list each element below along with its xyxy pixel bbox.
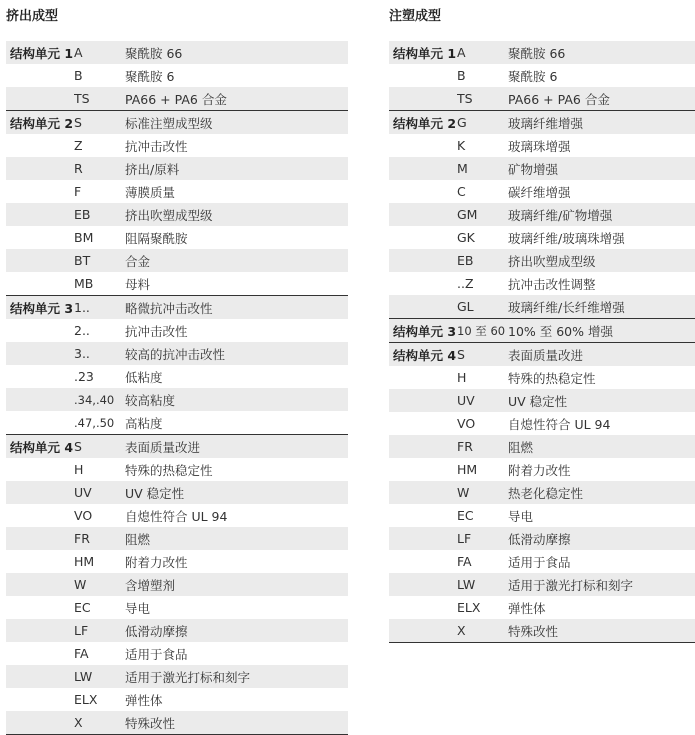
code-cell: ELX: [74, 692, 98, 707]
table-row: [6, 504, 348, 527]
description-cell: 自熄性符合 UL 94: [125, 508, 228, 524]
table-row: [6, 642, 348, 665]
description-cell: 抗冲击改性调整: [508, 276, 596, 292]
table-row: [389, 226, 695, 249]
description-cell: UV 稳定性: [125, 485, 185, 501]
description-cell: 导电: [508, 508, 534, 524]
table-row: [6, 435, 348, 458]
table-row: [6, 203, 348, 226]
unit-label: 结构单元 2: [393, 115, 457, 131]
table-row: [389, 366, 695, 389]
table-row: [389, 435, 695, 458]
code-cell: BM: [74, 230, 94, 245]
table-row: [389, 481, 695, 504]
table-row: [389, 550, 695, 573]
code-cell: HM: [74, 554, 95, 569]
table-row: [389, 389, 695, 412]
code-cell: S: [457, 347, 465, 362]
code-cell: EB: [457, 253, 474, 268]
table-row: [6, 87, 348, 110]
table-row: [389, 41, 695, 64]
table-row: [389, 157, 695, 180]
description-cell: 附着力改性: [125, 554, 188, 570]
code-cell: BT: [74, 253, 91, 268]
code-cell: ELX: [457, 600, 481, 615]
table-row: [6, 711, 348, 734]
code-cell: A: [457, 45, 466, 60]
table-row: [389, 319, 695, 342]
structure-unit-group: [389, 41, 695, 111]
unit-label: 结构单元 3: [393, 323, 457, 339]
description-cell: 热老化稳定性: [508, 485, 584, 501]
code-cell: EC: [457, 508, 474, 523]
description-cell: 低粘度: [125, 369, 163, 385]
description-cell: 低滑动摩擦: [508, 531, 571, 547]
code-cell: FR: [74, 531, 90, 546]
description-cell: 玻璃纤维增强: [508, 115, 584, 131]
code-cell: ..Z: [457, 276, 474, 291]
description-cell: 适用于激光打标和刻字: [508, 577, 634, 593]
description-cell: 适用于食品: [125, 646, 188, 662]
description-cell: 适用于食品: [508, 554, 571, 570]
description-cell: 阻燃: [125, 531, 151, 547]
code-cell: HM: [457, 462, 478, 477]
table-row: [389, 111, 695, 134]
code-cell: .34,.40: [74, 392, 115, 407]
description-cell: 母料: [125, 276, 151, 292]
table-row: [389, 180, 695, 203]
code-cell: GK: [457, 230, 475, 245]
table-row: [389, 619, 695, 642]
description-cell: 矿物增强: [508, 161, 559, 177]
table-row: [6, 481, 348, 504]
description-cell: 弹性体: [125, 692, 163, 708]
unit-label: 结构单元 3: [10, 300, 74, 316]
code-cell: X: [74, 715, 83, 730]
table-row: [6, 319, 348, 342]
description-cell: 特殊改性: [125, 715, 176, 731]
code-cell: .23: [74, 369, 94, 384]
description-cell: 表面质量改进: [508, 347, 584, 363]
structure-unit-group: [6, 296, 348, 435]
code-cell: VO: [457, 416, 476, 431]
table-row: [6, 665, 348, 688]
table-row: [6, 296, 348, 319]
table-row: [6, 226, 348, 249]
table-row: [6, 388, 348, 411]
table-row: [6, 272, 348, 295]
description-cell: 低滑动摩擦: [125, 623, 188, 639]
table-row: [389, 134, 695, 157]
code-cell: H: [457, 370, 467, 385]
description-cell: 导电: [125, 600, 151, 616]
description-cell: 玻璃纤维/矿物增强: [508, 207, 613, 223]
code-cell: MB: [74, 276, 94, 291]
description-cell: 含增塑剂: [125, 577, 176, 593]
table-row: [389, 272, 695, 295]
unit-label: 结构单元 4: [10, 439, 74, 455]
description-cell: 表面质量改进: [125, 439, 201, 455]
description-cell: 挤出吹塑成型级: [125, 207, 213, 223]
code-cell: 2..: [74, 323, 90, 338]
description-cell: 特殊的热稳定性: [508, 370, 596, 386]
section-title: 注塑成型: [389, 9, 442, 24]
table-row: [6, 41, 348, 64]
code-cell: A: [74, 45, 83, 60]
description-cell: 适用于激光打标和刻字: [125, 669, 251, 685]
table-row: [6, 180, 348, 203]
code-cell: FR: [457, 439, 473, 454]
description-cell: 弹性体: [508, 600, 546, 616]
code-cell: H: [74, 462, 84, 477]
description-cell: 阻隔聚酰胺: [125, 230, 188, 246]
description-cell: 阻燃: [508, 439, 534, 455]
table-row: [6, 619, 348, 642]
table-row: [6, 458, 348, 481]
table-row: [389, 458, 695, 481]
structure-unit-group: [389, 111, 695, 319]
code-cell: TS: [457, 91, 473, 106]
code-cell: LW: [457, 577, 476, 592]
table-row: [389, 87, 695, 110]
table-row: [389, 412, 695, 435]
code-cell: X: [457, 623, 466, 638]
code-cell: M: [457, 161, 468, 176]
unit-label: 结构单元 2: [10, 115, 74, 131]
code-cell: W: [457, 485, 470, 500]
description-cell: 玻璃珠增强: [508, 138, 571, 154]
table-row: [389, 504, 695, 527]
description-cell: 玻璃纤维/玻璃珠增强: [508, 230, 625, 246]
code-cell: EC: [74, 600, 91, 615]
description-cell: 标准注塑成型级: [125, 115, 213, 131]
description-cell: 碳纤维增强: [508, 184, 571, 200]
code-cell: 10 至 60: [457, 323, 506, 338]
code-cell: UV: [457, 393, 475, 408]
code-cell: Z: [74, 138, 83, 153]
description-cell: 特殊改性: [508, 623, 559, 639]
code-table: [389, 41, 695, 643]
code-cell: LF: [457, 531, 472, 546]
code-cell: VO: [74, 508, 93, 523]
code-cell: FA: [74, 646, 89, 661]
code-cell: 1..: [74, 300, 90, 315]
description-cell: 挤出/原料: [125, 161, 180, 177]
code-cell: GL: [457, 299, 474, 314]
code-cell: EB: [74, 207, 91, 222]
table-row: [6, 157, 348, 180]
description-cell: 薄膜质量: [125, 184, 176, 200]
description-cell: 挤出吹塑成型级: [508, 253, 596, 269]
table-row: [389, 249, 695, 272]
unit-label: 结构单元 1: [10, 45, 74, 61]
description-cell: 聚酰胺 6: [125, 68, 175, 84]
code-cell: TS: [74, 91, 90, 106]
structure-unit-group: [389, 343, 695, 643]
table-row: [389, 343, 695, 366]
table-row: [389, 527, 695, 550]
description-cell: 较高粘度: [125, 392, 176, 408]
table-row: [389, 596, 695, 619]
table-row: [6, 249, 348, 272]
table-row: [6, 527, 348, 550]
description-cell: 聚酰胺 66: [125, 45, 183, 61]
code-cell: B: [457, 68, 466, 83]
table-row: [6, 134, 348, 157]
description-cell: 较高的抗冲击改性: [125, 346, 226, 362]
description-cell: 玻璃纤维/长纤维增强: [508, 299, 625, 315]
table-row: [6, 411, 348, 434]
table-row: [6, 550, 348, 573]
table-row: [6, 342, 348, 365]
section-title: 挤出成型: [6, 9, 59, 24]
structure-unit-group: [389, 319, 695, 343]
description-cell: 聚酰胺 66: [508, 45, 566, 61]
code-cell: G: [457, 115, 467, 130]
table-row: [6, 111, 348, 134]
code-cell: FA: [457, 554, 472, 569]
code-cell: GM: [457, 207, 478, 222]
description-cell: 自熄性符合 UL 94: [508, 416, 611, 432]
code-table: [6, 41, 348, 735]
table-row: [389, 295, 695, 318]
code-cell: F: [74, 184, 82, 199]
table-row: [6, 365, 348, 388]
code-cell: LW: [74, 669, 93, 684]
code-cell: W: [74, 577, 87, 592]
description-cell: 合金: [125, 253, 151, 269]
structure-unit-group: [6, 41, 348, 111]
code-cell: B: [74, 68, 83, 83]
table-row: [6, 64, 348, 87]
table-row: [389, 573, 695, 596]
description-cell: 聚酰胺 6: [508, 68, 558, 84]
unit-label: 结构单元 1: [393, 45, 457, 61]
code-cell: S: [74, 115, 82, 130]
description-cell: PA66 + PA6 合金: [508, 91, 610, 107]
structure-unit-group: [6, 435, 348, 735]
code-cell: LF: [74, 623, 89, 638]
description-cell: 特殊的热稳定性: [125, 462, 213, 478]
structure-unit-group: [6, 111, 348, 296]
description-cell: PA66 + PA6 合金: [125, 91, 227, 107]
description-cell: 抗冲击改性: [125, 323, 188, 339]
table-row: [6, 688, 348, 711]
table-row: [389, 203, 695, 226]
table-row: [6, 573, 348, 596]
code-cell: UV: [74, 485, 92, 500]
description-cell: 抗冲击改性: [125, 138, 188, 154]
description-cell: 略微抗冲击改性: [125, 300, 213, 316]
description-cell: 附着力改性: [508, 462, 571, 478]
code-cell: 3..: [74, 346, 90, 361]
code-cell: .47,.50: [74, 415, 115, 430]
code-cell: C: [457, 184, 466, 199]
unit-label: 结构单元 4: [393, 347, 457, 363]
code-cell: K: [457, 138, 466, 153]
table-row: [6, 596, 348, 619]
table-row: [389, 64, 695, 87]
code-cell: R: [74, 161, 83, 176]
description-cell: UV 稳定性: [508, 393, 568, 409]
description-cell: 高粘度: [125, 415, 163, 431]
code-cell: S: [74, 439, 82, 454]
description-cell: 10% 至 60% 增强: [508, 323, 613, 339]
